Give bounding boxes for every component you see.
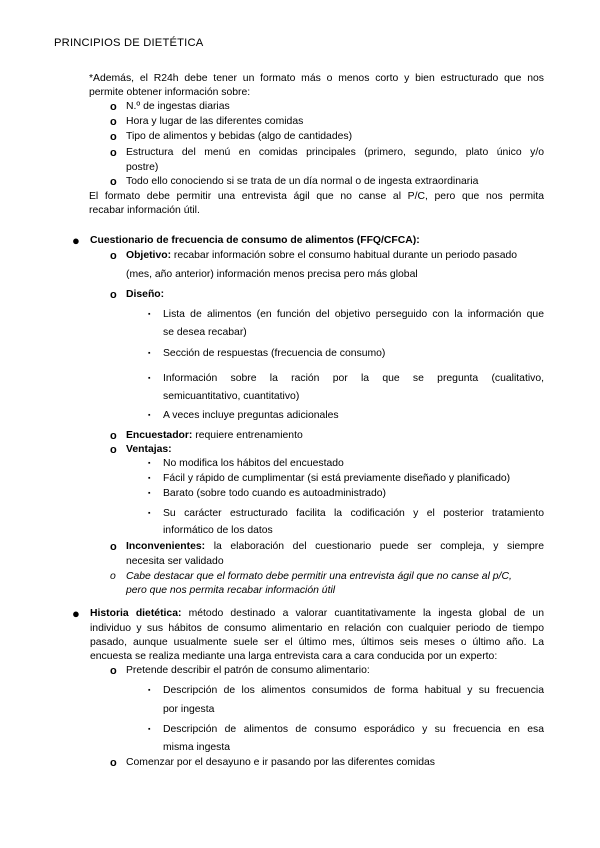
ffq-note-2: pero que nos permita recabar información útil: [126, 585, 336, 596]
ventajas-item-1: No modifica los hábitos del encuestado: [163, 458, 344, 469]
square-bullet-icon: ▪: [148, 311, 151, 318]
circle-bullet-icon: o: [110, 541, 117, 553]
ventajas-item-3: Barato (sobre todo cuando es autoadministrado): [163, 488, 386, 499]
intro-after-1: El formato debe permitir una entrevista ágil que no canse al P/C, pero que nos permita: [89, 191, 544, 202]
historia-item-1: Pretende describir el patrón de consumo alimentario:: [126, 665, 370, 676]
intro-item-4-cont: postre): [126, 162, 159, 173]
diseno-item-3-cont: semicuantitativo, cuantitativo): [163, 391, 300, 402]
objetivo-text-3: información menos precisa pero más global: [216, 269, 418, 280]
page-header-title: PRINCIPIOS DE DIETÉTICA: [54, 37, 204, 49]
historia-sub-2-cont: misma ingesta: [163, 742, 230, 753]
dot-bullet-icon: ●: [72, 233, 80, 248]
diseno-item-2: Sección de respuestas (frecuencia de consumo): [163, 348, 386, 359]
intro-item-3: Tipo de alimentos y bebidas (algo de cantidades): [126, 131, 353, 142]
circle-bullet-icon: o: [110, 289, 117, 301]
historia-line-1: [90, 607, 544, 621]
square-bullet-icon: ▪: [148, 510, 151, 517]
circle-bullet-icon: o: [110, 250, 117, 262]
ventajas-item-4: Su carácter estructurado facilita la codificación y el posterior tratamiento: [163, 508, 544, 519]
square-bullet-icon: ▪: [148, 350, 151, 357]
diseno-label: Diseño:: [126, 289, 165, 300]
diseno-item-1: Lista de alimentos (en función del objetivo perseguido con la información que: [163, 309, 544, 320]
circle-bullet-icon: o: [110, 571, 116, 582]
diseno-item-4: A veces incluye preguntas adicionales: [163, 410, 339, 421]
historia-sub-1: Descripción de los alimentos consumidos de forma habitual y su frecuencia: [163, 685, 544, 696]
ventajas-item-2: Fácil y rápido de cumplimentar (si está previamente diseñado y planificado): [163, 473, 511, 484]
intro-item-5: Todo ello conociendo si se trata de un día normal o de ingesta extraordinaria: [126, 176, 479, 187]
intro-item-2: Hora y lugar de las diferentes comidas: [126, 116, 304, 127]
encuestador-label: Encuestador:: [126, 430, 193, 441]
circle-bullet-icon: o: [110, 147, 117, 159]
diseno-item-1-cont: se desea recabar): [163, 327, 247, 338]
objetivo-text-2: (mes, año anterior): [126, 269, 217, 280]
diseno-item-3: Información sobre la ración por la que se pregunta (cualitativo,: [163, 373, 544, 384]
historia-text-2: individuo y sus hábitos de consumo alimentario en relación con cualquier periodo de tiempo: [90, 623, 544, 634]
historia-item-2: Comenzar por el desayuno e ir pasando por las diferentes comidas: [126, 757, 436, 768]
circle-bullet-icon: o: [110, 176, 117, 188]
ffq-note-1: Cabe destacar que el formato debe permitir una entrevista ágil que no canse al p/C,: [126, 571, 512, 582]
inconvenientes-label: Inconvenientes:: [126, 541, 206, 552]
intro-item-4: Estructura del menú en comidas principales (primero, segundo, plato único y/o: [126, 147, 544, 158]
intro-line-2: permite obtener información sobre:: [89, 87, 251, 98]
objetivo-text-1: recabar información sobre el consumo habitual durante un periodo pasado: [171, 250, 518, 261]
square-bullet-icon: ▪: [148, 375, 151, 382]
intro-item-1: N.º de ingestas diarias: [126, 101, 230, 112]
ffq-title: Cuestionario de frecuencia de consumo de alimentos (FFQ/CFCA):: [90, 235, 420, 246]
circle-bullet-icon: o: [110, 131, 117, 143]
square-bullet-icon: ▪: [148, 475, 151, 482]
ventajas-label: Ventajas:: [126, 444, 172, 455]
intro-line-1: *Además, el R24h debe tener un formato más o menos corto y bien estructurado que nos: [89, 73, 544, 84]
historia-text-1: método destinado a valorar cuantitativamente la ingesta global de un: [181, 608, 544, 619]
square-bullet-icon: ▪: [148, 412, 151, 419]
historia-text-3: pasado, aunque usualmente suele ser el último mes, últimos seis meses o último año. La: [90, 637, 544, 648]
inconvenientes-text-2: necesita ser validado: [126, 556, 224, 567]
ffq-objetivo-line-1: [126, 249, 517, 263]
ffq-encuestador: [126, 429, 303, 443]
historia-sub-2: Descripción de alimentos de consumo esporádico y su frecuencia en esa: [163, 724, 544, 735]
historia-sub-1-cont: por ingesta: [163, 704, 215, 715]
intro-after-2: recabar información útil.: [89, 205, 200, 216]
circle-bullet-icon: o: [110, 430, 117, 442]
historia-title: Historia dietética:: [90, 608, 182, 619]
inconvenientes-text-1: la elaboración del cuestionario puede ser compleja, y siempre: [205, 541, 544, 552]
encuestador-text: requiere entrenamiento: [192, 430, 303, 441]
square-bullet-icon: ▪: [148, 726, 151, 733]
ventajas-item-4-cont: informático de los datos: [163, 525, 273, 536]
circle-bullet-icon: o: [110, 757, 117, 769]
dot-bullet-icon: ●: [72, 606, 80, 621]
circle-bullet-icon: o: [110, 665, 117, 677]
circle-bullet-icon: o: [110, 444, 117, 456]
circle-bullet-icon: o: [110, 116, 117, 128]
ffq-inconvenientes-line-1: [126, 540, 544, 554]
square-bullet-icon: ▪: [148, 490, 151, 497]
square-bullet-icon: ▪: [148, 687, 151, 694]
ffq-objetivo-line-2: [126, 268, 418, 282]
objetivo-label: Objetivo:: [126, 250, 172, 261]
square-bullet-icon: ▪: [148, 460, 151, 467]
historia-text-4: encuesta se realiza mediante una larga entrevista cara a cara conducida por un experto:: [90, 651, 498, 662]
circle-bullet-icon: o: [110, 101, 117, 113]
